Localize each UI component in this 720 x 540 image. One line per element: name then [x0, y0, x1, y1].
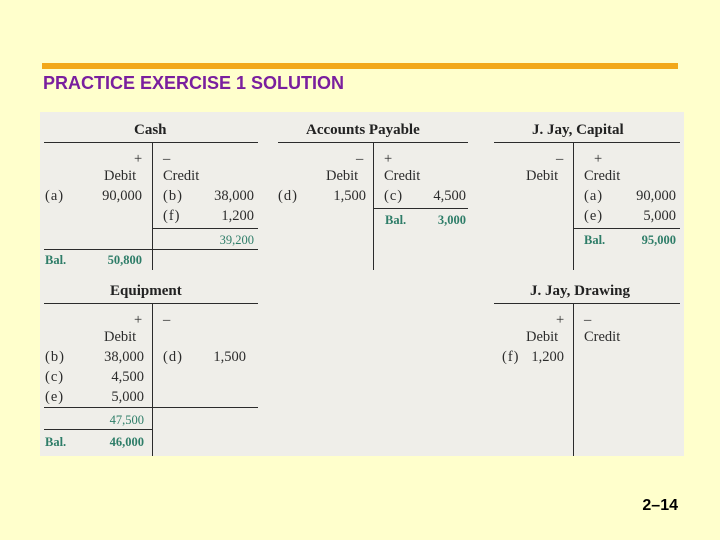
drawing-center-rule [573, 303, 574, 456]
equipment-top-rule [44, 303, 258, 304]
capital-balance-label: Bal. [584, 233, 606, 247]
accounts-payable-balance-rule [373, 208, 468, 209]
drawing-debit-amount: 1,200 [531, 349, 564, 365]
cash-credit-sign: – [163, 151, 171, 167]
equipment-balance-rule [44, 429, 152, 430]
cash-center-rule [152, 142, 153, 270]
equipment-debit-ref: (b) [45, 349, 65, 365]
accounts-payable-title: Accounts Payable [306, 122, 420, 138]
cash-credit-amount: 38,000 [214, 188, 254, 204]
drawing-debit-label: Debit [526, 329, 559, 345]
cash-debit-amount: 90,000 [102, 188, 142, 204]
equipment-center-rule [152, 303, 153, 456]
capital-credit-amount: 5,000 [643, 208, 676, 224]
cash-credit-label: Credit [163, 168, 200, 184]
cash-debit-sign: + [134, 151, 143, 167]
accounts-payable-balance-label: Bal. [385, 213, 407, 227]
drawing-debit-sign: + [556, 312, 565, 328]
capital-credit-sign: + [594, 151, 603, 167]
cash-balance-amount: 50,800 [107, 253, 142, 267]
accounts-payable-credit-amount: 4,500 [433, 188, 466, 204]
accounts-payable-center-rule [373, 142, 374, 270]
cash-top-rule [44, 142, 258, 143]
capital-credit-label: Credit [584, 168, 621, 184]
capital-top-rule [494, 142, 680, 143]
drawing-debit-ref: (f) [502, 349, 520, 365]
cash-credit-footing: 39,200 [219, 233, 254, 247]
cash-debit-ref: (a) [45, 188, 65, 204]
cash-credit-ref: (f) [163, 208, 181, 224]
equipment-balance-label: Bal. [45, 435, 67, 449]
equipment-debit-ref: (c) [45, 369, 65, 385]
equipment-credit-amount: 1,500 [213, 349, 246, 365]
cash-footing-rule [152, 228, 258, 229]
accounts-payable-credit-label: Credit [384, 168, 421, 184]
page-number: 2–14 [642, 497, 678, 514]
equipment-balance-amount: 46,000 [109, 435, 144, 449]
accounts-payable-credit-ref: (c) [384, 188, 404, 204]
cash-balance-label: Bal. [45, 253, 67, 267]
capital-balance-amount: 95,000 [641, 233, 676, 247]
cash-credit-amount: 1,200 [221, 208, 254, 224]
capital-balance-rule [573, 228, 680, 229]
equipment-debit-label: Debit [104, 329, 137, 345]
capital-center-rule [573, 142, 574, 270]
accounts-payable-debit-sign: – [356, 151, 364, 167]
accounts-payable-debit-label: Debit [326, 168, 359, 184]
t-accounts-panel [40, 112, 684, 456]
drawing-top-rule [494, 303, 680, 304]
slide-title: PRACTICE EXERCISE 1 SOLUTION [43, 73, 345, 93]
accounts-payable-debit-ref: (d) [278, 188, 298, 204]
capital-debit-label: Debit [526, 168, 559, 184]
equipment-debit-amount: 4,500 [111, 369, 144, 385]
equipment-debit-footing: 47,500 [109, 413, 144, 427]
equipment-debit-ref: (e) [45, 389, 65, 405]
capital-credit-amount: 90,000 [636, 188, 676, 204]
equipment-title: Equipment [110, 283, 182, 299]
cash-balance-rule [44, 249, 258, 250]
cash-credit-ref: (b) [163, 188, 183, 204]
capital-debit-sign: – [556, 151, 564, 167]
accounts-payable-debit-amount: 1,500 [333, 188, 366, 204]
capital-credit-ref: (a) [584, 188, 604, 204]
drawing-credit-label: Credit [584, 329, 621, 345]
accounts-payable-balance-amount: 3,000 [437, 213, 466, 227]
equipment-debit-amount: 5,000 [111, 389, 144, 405]
equipment-footing-rule [44, 407, 258, 408]
capital-title: J. Jay, Capital [532, 122, 624, 138]
accounts-payable-credit-sign: + [384, 151, 393, 167]
equipment-credit-ref: (d) [163, 349, 183, 365]
drawing-credit-sign: – [584, 312, 592, 328]
cash-title: Cash [134, 122, 167, 138]
capital-credit-ref: (e) [584, 208, 604, 224]
equipment-credit-sign: – [163, 312, 171, 328]
title-accent-bar [42, 63, 678, 69]
cash-debit-label: Debit [104, 168, 137, 184]
equipment-debit-amount: 38,000 [104, 349, 144, 365]
drawing-title: J. Jay, Drawing [530, 283, 631, 299]
equipment-debit-sign: + [134, 312, 143, 328]
